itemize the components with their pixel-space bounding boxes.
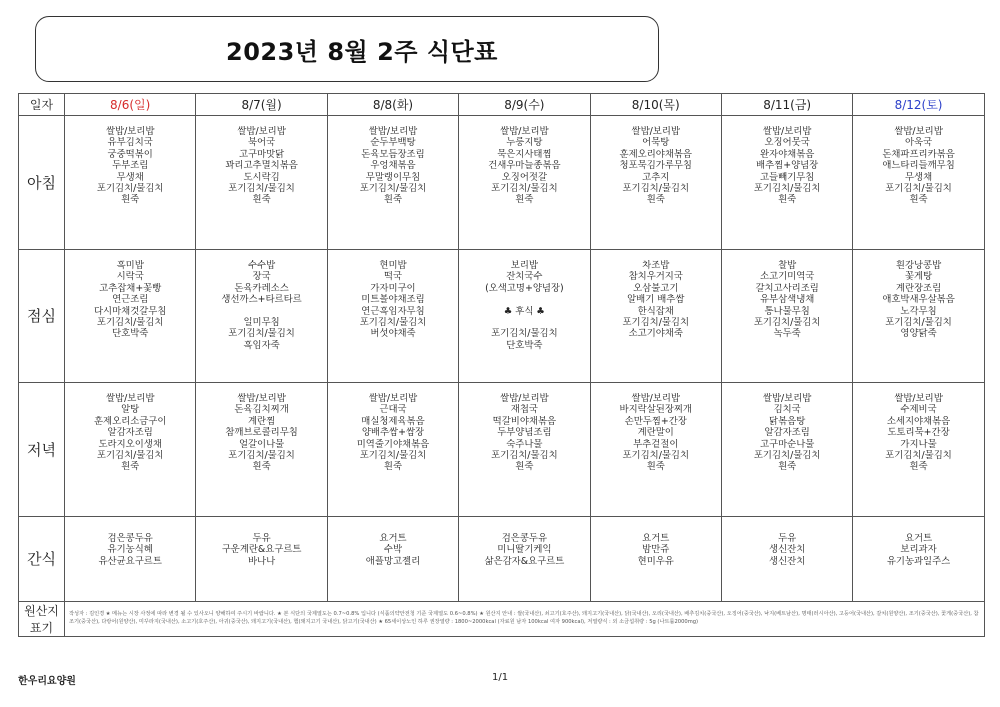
menu-item: 흰죽: [778, 461, 797, 473]
menu-item: 두유: [252, 533, 271, 544]
menu-item: 숙주나물: [506, 438, 543, 450]
menu-cell: [196, 383, 327, 517]
menu-item: 차조밥: [642, 260, 670, 271]
menu-item: 포기김치/물김치: [96, 317, 164, 329]
menu-item: 고구마순나물: [759, 438, 815, 450]
menu-item: 오삼불고기: [633, 282, 679, 294]
menu-item: 현미우유: [637, 555, 674, 567]
menu-item: 미트볼야채조림: [361, 294, 425, 306]
menu-item: 돈육모듬장조림: [361, 148, 425, 160]
menu-cell: [721, 250, 852, 383]
menu-item: 알감자조림: [764, 427, 810, 439]
menu-item: 포기김치/물김치: [622, 317, 690, 329]
menu-item: 쌀밥/보리밥: [368, 393, 418, 404]
menu-cell: [65, 517, 196, 602]
menu-cell: [65, 116, 196, 250]
menu-item: 청포묵김가루무침: [619, 160, 692, 172]
menu-item: 북어국: [248, 137, 276, 149]
menu-item: 유부김치국: [107, 137, 153, 149]
menu-cell: [721, 383, 852, 517]
menu-item: 무말랭이무침: [365, 171, 421, 183]
menu-item: 생신잔치: [769, 555, 806, 567]
menu-item: 흰죽: [646, 461, 665, 473]
origin-notice: [65, 602, 985, 637]
menu-item: 현미밥: [379, 260, 407, 271]
menu-item: 포기김치/물김치: [885, 317, 952, 329]
menu-item: 포기김치/물김치: [491, 450, 558, 462]
menu-item: 연근조림: [112, 294, 149, 306]
menu-item: 포기김치/물김치: [622, 450, 690, 462]
menu-item: 미니딸기케익: [497, 544, 552, 556]
menu-item: 쌀밥/보리밥: [631, 393, 680, 404]
menu-item: [196, 306, 326, 317]
menu-item: 우엉채볶음: [370, 160, 416, 172]
menu-item: 쌀밥/보리밥: [500, 126, 549, 137]
menu-item: 포기김치/물김치: [228, 183, 295, 195]
meal-label: 간식: [19, 517, 65, 602]
menu-item: 쌀밥/보리밥: [894, 126, 943, 137]
menu-item: 쌀밥/보리밥: [237, 393, 286, 404]
menu-item: 도토리묵+간장: [887, 427, 950, 439]
menu-item: 도시락김: [243, 171, 280, 183]
menu-item: 보리과자: [900, 544, 937, 556]
menu-item: 궁중떡볶이: [107, 148, 153, 160]
menu-item: 흰죽: [909, 194, 928, 206]
menu-item: 알감자조림: [107, 427, 153, 439]
menu-cell: [853, 250, 984, 383]
menu-item: 포기김치/물김치: [228, 450, 295, 462]
menu-item: 흰죽: [383, 461, 403, 473]
menu-item: 수박: [383, 544, 403, 556]
menu-item: 쌀밥/보리밥: [631, 126, 680, 137]
menu-cell: [459, 116, 590, 250]
menu-item: 흰죽: [121, 461, 140, 473]
menu-cell: [327, 517, 458, 602]
menu-item: 포기김치/물김치: [96, 450, 164, 462]
menu-item: 포기김치/물김치: [96, 183, 164, 195]
menu-item: 영양닭죽: [900, 328, 937, 340]
menu-item: 장국: [252, 271, 271, 283]
page-number: 1/1: [492, 672, 509, 683]
menu-item: 참깨브로콜리무침: [225, 427, 298, 439]
meal-label: 아침: [19, 116, 65, 250]
menu-item: 흰죽: [515, 461, 534, 473]
menu-item: 떡국: [383, 271, 403, 283]
menu-item: 다시마채것갈무침: [93, 305, 167, 317]
menu-item: 두부조림: [112, 160, 149, 172]
menu-item: 포기김치/물김치: [885, 183, 952, 195]
menu-item: 연근흑임자무침: [361, 305, 425, 317]
menu-item: 쌀밥/보리밥: [105, 393, 155, 404]
menu-item: 유기농식혜: [107, 544, 153, 556]
menu-item: 가자미구이: [370, 282, 416, 294]
menu-item: 손만두찜+간장: [624, 415, 687, 427]
menu-item: 돈육김치찌개: [234, 404, 289, 416]
menu-item: 포기김치/물김치: [228, 328, 295, 340]
menu-item: 쌀밥/보리밥: [368, 126, 418, 137]
menu-item: 오징어젓갈: [501, 171, 548, 183]
menu-item: 흰죽: [909, 461, 928, 473]
menu-item: 흰죽: [383, 194, 403, 206]
origin-text: 작성자 : 김인경 ★ 메뉴는 시장 사정에 따라 변경 될 수 있사오니 양해하여 주시기 바랍니다. ★ 본 식단의 국제열도는 0.7~0.8% 입니다 (식품의약안전청 기준 국제열도 0.6~0.8%) ★ 원산지 안내 : 쌀(국내산), 쇠고기(호주산), 돼지고기(국내산), 닭(국내산), 오리(국내산), 배추김치(중국산), 오징어(중국산), 낙지(베트남산), 명태(러시아산), 고등어(국내산), 갈치(원양산), 조기(중국산), 꽃게(중국산), 참조기(중국산), 다랑어(원양산), 미꾸라지(국내산), 소고기(호주산), 아귀(중국산), 돼지고기(국내산), 햄(돼지고기 국내산), 닭고기(국내산) ★ 65세이상노인 하루 권장열량 : 1800~2000kcal (자료원 남자 100kcal 여자 900kcal), 저열량식 : 외 소금섭취량 : 5g (나트륨2000mg): [69, 611, 979, 625]
menu-item: 포기김치/물김치: [753, 317, 821, 329]
menu-cell: [590, 250, 721, 383]
menu-cell: [853, 116, 984, 250]
menu-item: 갈치고사리조림: [755, 282, 819, 294]
menu-item: 훈제오리야채볶음: [619, 148, 692, 160]
menu-cell: [327, 383, 458, 517]
meal-row-snack: [19, 517, 985, 602]
menu-item: 아욱국: [904, 137, 933, 149]
menu-item: 꽃게탕: [904, 271, 933, 283]
menu-item: 김치국: [773, 404, 801, 416]
menu-item: 돈채파프리카볶음: [882, 148, 955, 160]
menu-item: 흰죽: [252, 194, 271, 206]
menu-cell: [590, 383, 721, 517]
date-header-day: 8/7(월): [196, 94, 327, 116]
menu-item: 누룽지탕: [506, 137, 543, 149]
menu-cell: [196, 517, 327, 602]
menu-item: 검은콩두유: [107, 533, 153, 544]
meal-label: 점심: [19, 250, 65, 383]
menu-item: 포기김치/물김치: [491, 183, 558, 195]
date-header-day: 8/10(목): [590, 94, 721, 116]
menu-item: 알배기 배추쌈: [627, 294, 685, 306]
menu-item: 바나나: [248, 555, 276, 567]
menu-item: 돈육카레소스: [234, 282, 289, 294]
title-box: [35, 16, 659, 82]
menu-item: 시락국: [116, 271, 144, 283]
menu-item: 유기농과일주스: [886, 555, 951, 567]
menu-item: 부추겉절이: [633, 438, 679, 450]
meal-row-lunch: [19, 250, 985, 383]
menu-cell: [853, 517, 984, 602]
menu-item: 쌀밥/보리밥: [237, 126, 286, 137]
menu-cell: [721, 116, 852, 250]
origin-label: 원산지 표기: [19, 602, 65, 637]
menu-item: 포기김치/물김치: [359, 317, 427, 329]
menu-cell: [590, 116, 721, 250]
menu-item: 쌀밥/보리밥: [894, 393, 943, 404]
menu-item: 통나물무침: [764, 305, 810, 317]
menu-item: 유산균요구르트: [98, 555, 162, 567]
menu-item: 애플망고젤리: [365, 555, 421, 567]
menu-item: 일미무침: [243, 317, 280, 329]
menu-item: 매실청제육볶음: [361, 415, 425, 427]
menu-item: 고추지: [642, 171, 670, 183]
menu-item: 계란말이: [637, 427, 674, 439]
menu-item: 노각무침: [900, 305, 937, 317]
menu-item: 훈제오리소금구이: [93, 415, 167, 427]
menu-item: 흰죽: [121, 194, 140, 206]
menu-cell: [65, 383, 196, 517]
menu-item: 포기김치/물김치: [491, 328, 558, 340]
menu-item: 묵은지사태찜: [497, 148, 552, 160]
menu-item: 쌀밥/보리밥: [762, 393, 812, 404]
menu-item: 무생채: [116, 171, 144, 183]
menu-item: 쌀밥/보리밥: [762, 126, 812, 137]
date-header-day: 8/6(일): [65, 94, 196, 116]
menu-item: 얼갈이나물: [238, 438, 285, 450]
menu-item: 고들빼기무침: [759, 171, 815, 183]
menu-cell: [459, 383, 590, 517]
meal-label: 저녁: [19, 383, 65, 517]
menu-item: 떡갈비야채볶음: [492, 415, 557, 427]
menu-item: 흰죽: [646, 194, 665, 206]
date-header-row: [19, 94, 985, 116]
menu-item: 잔치국수: [506, 271, 543, 283]
menu-item: 포기김치/물김치: [753, 183, 821, 195]
menu-item: 녹두죽: [773, 328, 801, 340]
menu-item: 보리밥: [510, 260, 538, 271]
menu-item: 애느타리들깨무침: [882, 160, 955, 172]
menu-item: ♣ 후식 ♣: [503, 305, 545, 317]
page-title: 2023년 8월 2주 식단표: [226, 37, 498, 66]
date-header-day: 8/11(금): [721, 94, 852, 116]
menu-item: 흰죽: [778, 194, 797, 206]
menu-item: 닭볶음탕: [769, 415, 806, 427]
menu-item: 포기김치/물김치: [359, 183, 427, 195]
menu-cell: [853, 383, 984, 517]
menu-item: 미역줄기야채볶음: [356, 438, 430, 450]
date-header-day: 8/9(수): [459, 94, 590, 116]
menu-item: 쌀밥/보리밥: [105, 126, 155, 137]
menu-item: 생신잔치: [769, 544, 806, 556]
menu-item: 재첩국: [510, 404, 538, 416]
menu-item: 요거트: [642, 533, 670, 544]
menu-item: 포기김치/물김치: [359, 450, 427, 462]
menu-item: 두유: [778, 533, 797, 544]
menu-item: 요거트: [379, 533, 407, 544]
menu-item: 완자야채볶음: [759, 148, 815, 160]
menu-cell: [196, 250, 327, 383]
menu-item: 애호박새우살볶음: [882, 294, 955, 306]
menu-cell: [196, 116, 327, 250]
menu-item: 삶은감자&요구르트: [484, 555, 565, 567]
meal-row-breakfast: [19, 116, 985, 250]
menu-item: 생선까스+타르타르: [221, 294, 302, 306]
menu-item: 흰죽: [515, 194, 534, 206]
menu-cell: [327, 250, 458, 383]
menu-item: 수제비국: [900, 404, 937, 416]
menu-item: 버섯야채죽: [370, 328, 416, 340]
menu-item: 단호박죽: [506, 339, 543, 351]
menu-item: 가지나물: [900, 438, 937, 450]
menu-item: 밤만쥬: [642, 544, 670, 556]
facility-name: 한우리요양원: [18, 676, 76, 687]
date-header-day: 8/12(토): [853, 94, 984, 116]
menu-cell: [721, 517, 852, 602]
menu-item: 소고기미역국: [759, 271, 815, 283]
menu-item: 계란찜: [248, 415, 276, 427]
menu-item: 흑미밥: [116, 260, 144, 271]
date-header-day: 8/8(화): [327, 94, 458, 116]
menu-item: 근대국: [379, 404, 407, 416]
menu-item: 알탕: [121, 404, 140, 416]
menu-cell: [590, 517, 721, 602]
menu-item: 소세지야채볶음: [886, 415, 951, 427]
menu-item: 배추찜+양념장: [756, 160, 819, 172]
menu-item: 꽈리고추멸치볶음: [225, 160, 298, 172]
menu-item: 검은콩두유: [501, 533, 548, 544]
menu-item: 두부양념조림: [497, 427, 552, 439]
menu-cell: [327, 116, 458, 250]
menu-item: 쌀밥/보리밥: [500, 393, 549, 404]
menu-cell: [459, 517, 590, 602]
menu-cell: [459, 250, 590, 383]
menu-item: 유부삼색냉채: [759, 294, 815, 306]
menu-item: 무생채: [904, 171, 933, 183]
meal-row-dinner: [19, 383, 985, 517]
menu-item: 흑임자죽: [243, 339, 280, 351]
menu-item: 포기김치/물김치: [885, 450, 952, 462]
menu-item: 찰밥: [778, 260, 797, 271]
menu-item: [459, 294, 589, 305]
menu-item: 참치우거지국: [628, 271, 683, 283]
menu-item: 포기김치/물김치: [753, 450, 821, 462]
origin-row: [19, 602, 985, 637]
menu-item: 요거트: [904, 533, 933, 544]
menu-item: 수수밥: [248, 260, 276, 271]
date-header-label: 일자: [19, 94, 65, 116]
menu-item: 바지락살된장찌개: [619, 404, 692, 416]
menu-item: 구운계란&요구르트: [221, 544, 302, 556]
menu-item: 순두부백탕: [370, 137, 416, 149]
menu-cell: [65, 250, 196, 383]
menu-item: 오징어뭇국: [764, 137, 810, 149]
menu-item: 고추잡채+꽃빵: [99, 282, 162, 294]
menu-item: 어묵탕: [642, 137, 670, 149]
menu-item: 소고기야채죽: [628, 328, 683, 340]
menu-item: 포기김치/물김치: [622, 183, 690, 195]
menu-item: [459, 317, 589, 328]
menu-item: 도라지오이생채: [98, 438, 162, 450]
menu-item: 건새우마늘종볶음: [488, 160, 561, 172]
menu-item: 계란장조림: [895, 282, 942, 294]
menu-item: 한식잡채: [637, 305, 674, 317]
menu-item: 단호박죽: [112, 328, 149, 340]
menu-table: [18, 93, 985, 637]
menu-item: 흰강낭콩밥: [895, 260, 942, 271]
menu-item: 흰죽: [252, 461, 271, 473]
menu-item: 고구마맛닭: [238, 148, 285, 160]
menu-item: 양배추쌈+쌈장: [361, 427, 425, 439]
menu-item: (오색고명+양념장): [485, 282, 564, 294]
